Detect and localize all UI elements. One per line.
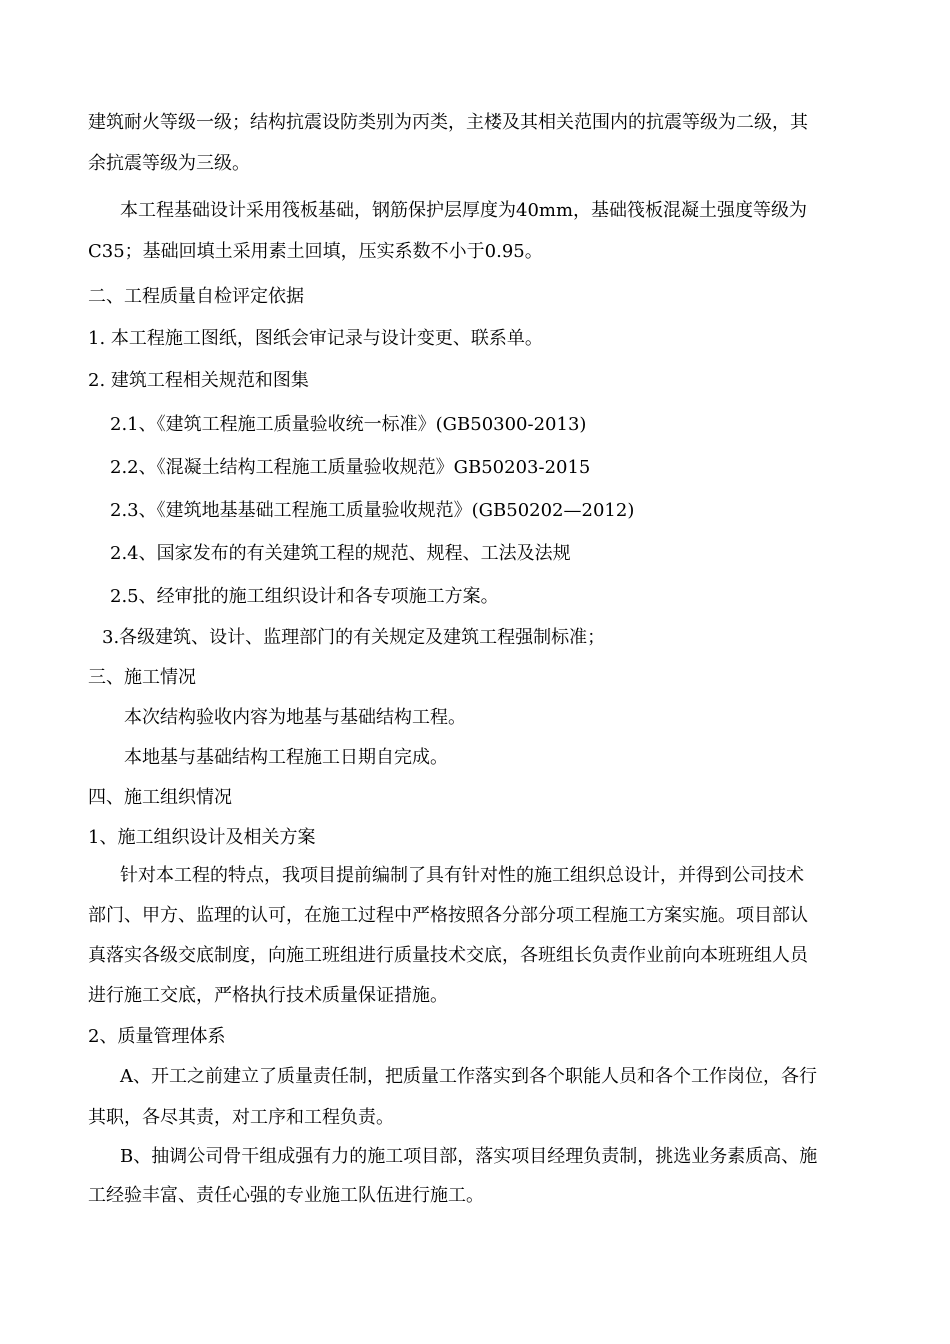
paragraph-line: 本工程基础设计采用筏板基础，钢筋保护层厚度为40mm，基础筏板混凝土强度等级为 — [120, 200, 808, 221]
paragraph-line: 建筑耐火等级一级；结构抗震设防类别为丙类，主楼及其相关范围内的抗震等级为二级，其 — [88, 112, 808, 133]
subsection-heading: 2、质量管理体系 — [88, 1026, 226, 1047]
sub-list-item: 2.3、《建筑地基基础工程施工质量验收规范》(GB50202—2012) — [110, 500, 635, 521]
sub-list-item: 2.2、《混凝土结构工程施工质量验收规范》GB50203-2015 — [110, 457, 591, 478]
paragraph-line: 针对本工程的特点，我项目提前编制了具有针对性的施工组织总设计，并得到公司技术 — [120, 865, 804, 886]
paragraph-line: 余抗震等级为三级。 — [88, 153, 250, 174]
subsection-heading: 1、施工组织设计及相关方案 — [88, 827, 316, 848]
paragraph-line: 部门、甲方、监理的认可，在施工过程中严格按照各分部分项工程施工方案实施。项目部认 — [88, 905, 808, 926]
section-heading: 二、工程质量自检评定依据 — [88, 286, 304, 307]
paragraph-line: A、开工之前建立了质量责任制，把质量工作落实到各个职能人员和各个工作岗位，各行 — [120, 1066, 817, 1087]
paragraph-line: 工经验丰富、责任心强的专业施工队伍进行施工。 — [88, 1185, 484, 1206]
paragraph-line: 真落实各级交底制度，向施工班组进行质量技术交底，各班组长负责作业前向本班班组人员 — [88, 945, 808, 966]
sub-list-item: 2.4、国家发布的有关建筑工程的规范、规程、工法及法规 — [110, 543, 571, 564]
list-item: 1. 本工程施工图纸，图纸会审记录与设计变更、联系单。 — [88, 328, 543, 349]
paragraph-line: B、抽调公司骨干组成强有力的施工项目部，落实项目经理负责制，挑选业务素质高、施 — [120, 1146, 818, 1167]
sub-list-item: 2.5、经审批的施工组织设计和各专项施工方案。 — [110, 586, 499, 607]
paragraph-line: 其职，各尽其责，对工序和工程负责。 — [88, 1107, 394, 1128]
list-item: 3.各级建筑、设计、监理部门的有关规定及建筑工程强制标准； — [102, 627, 606, 648]
section-heading: 三、施工情况 — [88, 667, 196, 688]
list-item: 2. 建筑工程相关规范和图集 — [88, 370, 309, 391]
sub-list-item: 2.1、《建筑工程施工质量验收统一标准》(GB50300-2013) — [110, 414, 587, 435]
paragraph-line: C35；基础回填土采用素土回填，压实系数不小于0.95。 — [88, 241, 543, 262]
paragraph-line: 本次结构验收内容为地基与基础结构工程。 — [124, 707, 466, 728]
paragraph-line: 进行施工交底，严格执行技术质量保证措施。 — [88, 985, 448, 1006]
section-heading: 四、施工组织情况 — [88, 787, 232, 808]
paragraph-line: 本地基与基础结构工程施工日期自完成。 — [124, 747, 448, 768]
